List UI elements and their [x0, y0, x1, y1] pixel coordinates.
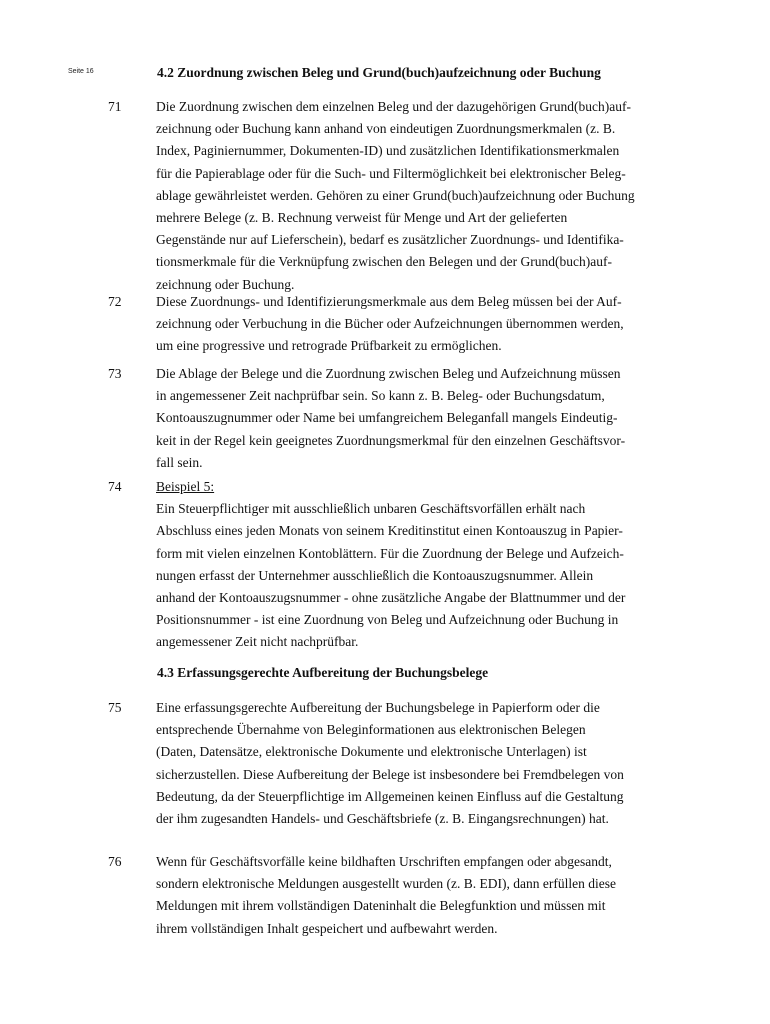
page-number-label: Seite 16 [68, 68, 94, 75]
paragraph-number: 74 [108, 479, 122, 494]
text-line: Eine erfassungsgerechte Aufbereitung der Buchungsbelege in Papierform oder die [156, 700, 600, 715]
text-line: tionsmerkmale für die Verknüpfung zwischen den Belegen und der Grund(buch)auf- [156, 254, 612, 270]
text-line: der ihm zugesandten Handels- und Geschäftsbriefe (z. B. Eingangsrechnungen) hat. [156, 811, 609, 827]
text-line: Kontoauszugnummer oder Name bei umfangreichem Beleganfall mangels Eindeutig- [156, 410, 618, 426]
text-line: angemessener Zeit nicht nachprüfbar. [156, 634, 359, 650]
text-line: Abschluss eines jeden Monats von seinem Kreditinstitut einen Kontoauszug in Papier- [156, 523, 623, 539]
text-line: Meldungen mit ihrem vollständigen Dateninhalt die Belegfunktion und müssen mit [156, 898, 606, 914]
text-line: ihrem vollständigen Inhalt gespeichert und aufbewahrt werden. [156, 920, 498, 936]
example-title: Beispiel 5: [156, 479, 215, 494]
text-line: ablage gewährleistet werden. Gehören zu einer Grund(buch)aufzeichnung oder Buchung [156, 187, 635, 203]
paragraph-text [156, 291, 704, 358]
text-line: sondern elektronische Meldungen ausgestellt wurden (z. B. EDI), dann erfüllen diese [156, 876, 616, 892]
text-line: Wenn für Geschäftsvorfälle keine bildhaften Urschriften empfangen oder abgesandt, [156, 854, 612, 869]
paragraph-text [156, 697, 704, 830]
text-line: Gegenstände nur auf Lieferschein), bedarf es zusätzlicher Zuordnungs- und Identifika- [156, 232, 624, 248]
text-line: (Daten, Datensätze, elektronische Dokumente und elektronische Unterlagen) ist [156, 744, 587, 760]
text-line: Positionsnummer - ist eine Zuordnung von Beleg und Aufzeichnung oder Buchung in [156, 612, 619, 628]
text-line: zeichnung oder Buchung kann anhand von eindeutigen Zuordnungsmerkmalen (z. B. [156, 121, 616, 137]
text-line: Diese Zuordnungs- und Identifizierungsmerkmale aus dem Beleg müssen bei der Auf- [156, 294, 622, 309]
text-line: form mit vielen einzelnen Kontoblättern. Für die Zuordnung der Belege und Aufzeich- [156, 545, 624, 561]
text-line: keit in der Regel kein geeignetes Zuordnungsmerkmal für den einzelnen Geschäftsvor- [156, 432, 626, 448]
section-heading-4-2: 4.2 Zuordnung zwischen Beleg und Grund(buch)aufzeichnung oder Buchung [157, 65, 601, 80]
text-line: für die Papierablage oder für die Such- und Filtermöglichkeit bei elektronischer Beleg- [156, 165, 626, 181]
section-heading-4-3: 4.3 Erfassungsgerechte Aufbereitung der Buchungsbelege [157, 665, 489, 680]
text-line: Ein Steuerpflichtiger mit ausschließlich unbaren Geschäftsvorfällen erhält nach [156, 501, 586, 517]
paragraph-text [156, 363, 704, 474]
text-line: sicherzustellen. Diese Aufbereitung der Belege ist insbesondere bei Fremdbelegen von [156, 766, 624, 782]
text-line: Index, Paginiernummer, Dokumenten-ID) und zusätzlichen Identifikationsmerkmalen [156, 143, 620, 159]
text-line: um eine progressive und retrograde Prüfbarkeit zu ermöglichen. [156, 338, 502, 354]
paragraph-number: 72 [108, 294, 122, 309]
text-line: mehrere Belege (z. B. Rechnung verweist für Menge und Art der gelieferten [156, 210, 568, 226]
paragraph-text [156, 96, 704, 296]
text-line: anhand der Kontoauszugsnummer - ohne zusätzliche Angabe der Blattnummer und der [156, 590, 626, 606]
text-line: entsprechende Übernahme von Beleginformationen aus elektronischen Belegen [156, 722, 586, 738]
text-line: zeichnung oder Verbuchung in die Bücher oder Aufzeichnungen übernommen werden, [156, 316, 624, 332]
paragraph-number: 76 [108, 854, 122, 869]
text-line: in angemessener Zeit nachprüfbar sein. So kann z. B. Beleg- oder Buchungsdatum, [156, 388, 605, 404]
text-line: nungen erfasst der Unternehmer ausschließlich die Kontoauszugsnummer. Allein [156, 567, 594, 583]
paragraph-number: 73 [108, 366, 122, 381]
text-line: zeichnung oder Buchung. [156, 276, 295, 292]
paragraph-number: 71 [108, 99, 122, 114]
paragraph-text [156, 476, 704, 654]
paragraph-text [156, 851, 704, 940]
text-line: Die Ablage der Belege und die Zuordnung zwischen Beleg und Aufzeichnung müssen [156, 366, 621, 381]
paragraph-number: 75 [108, 700, 122, 715]
text-line: Bedeutung, da der Steuerpflichtige im Allgemeinen keinen Einfluss auf die Gestaltung [156, 788, 624, 804]
text-line: fall sein. [156, 454, 203, 470]
text-line: Die Zuordnung zwischen dem einzelnen Beleg und der dazugehörigen Grund(buch)auf- [156, 99, 631, 114]
